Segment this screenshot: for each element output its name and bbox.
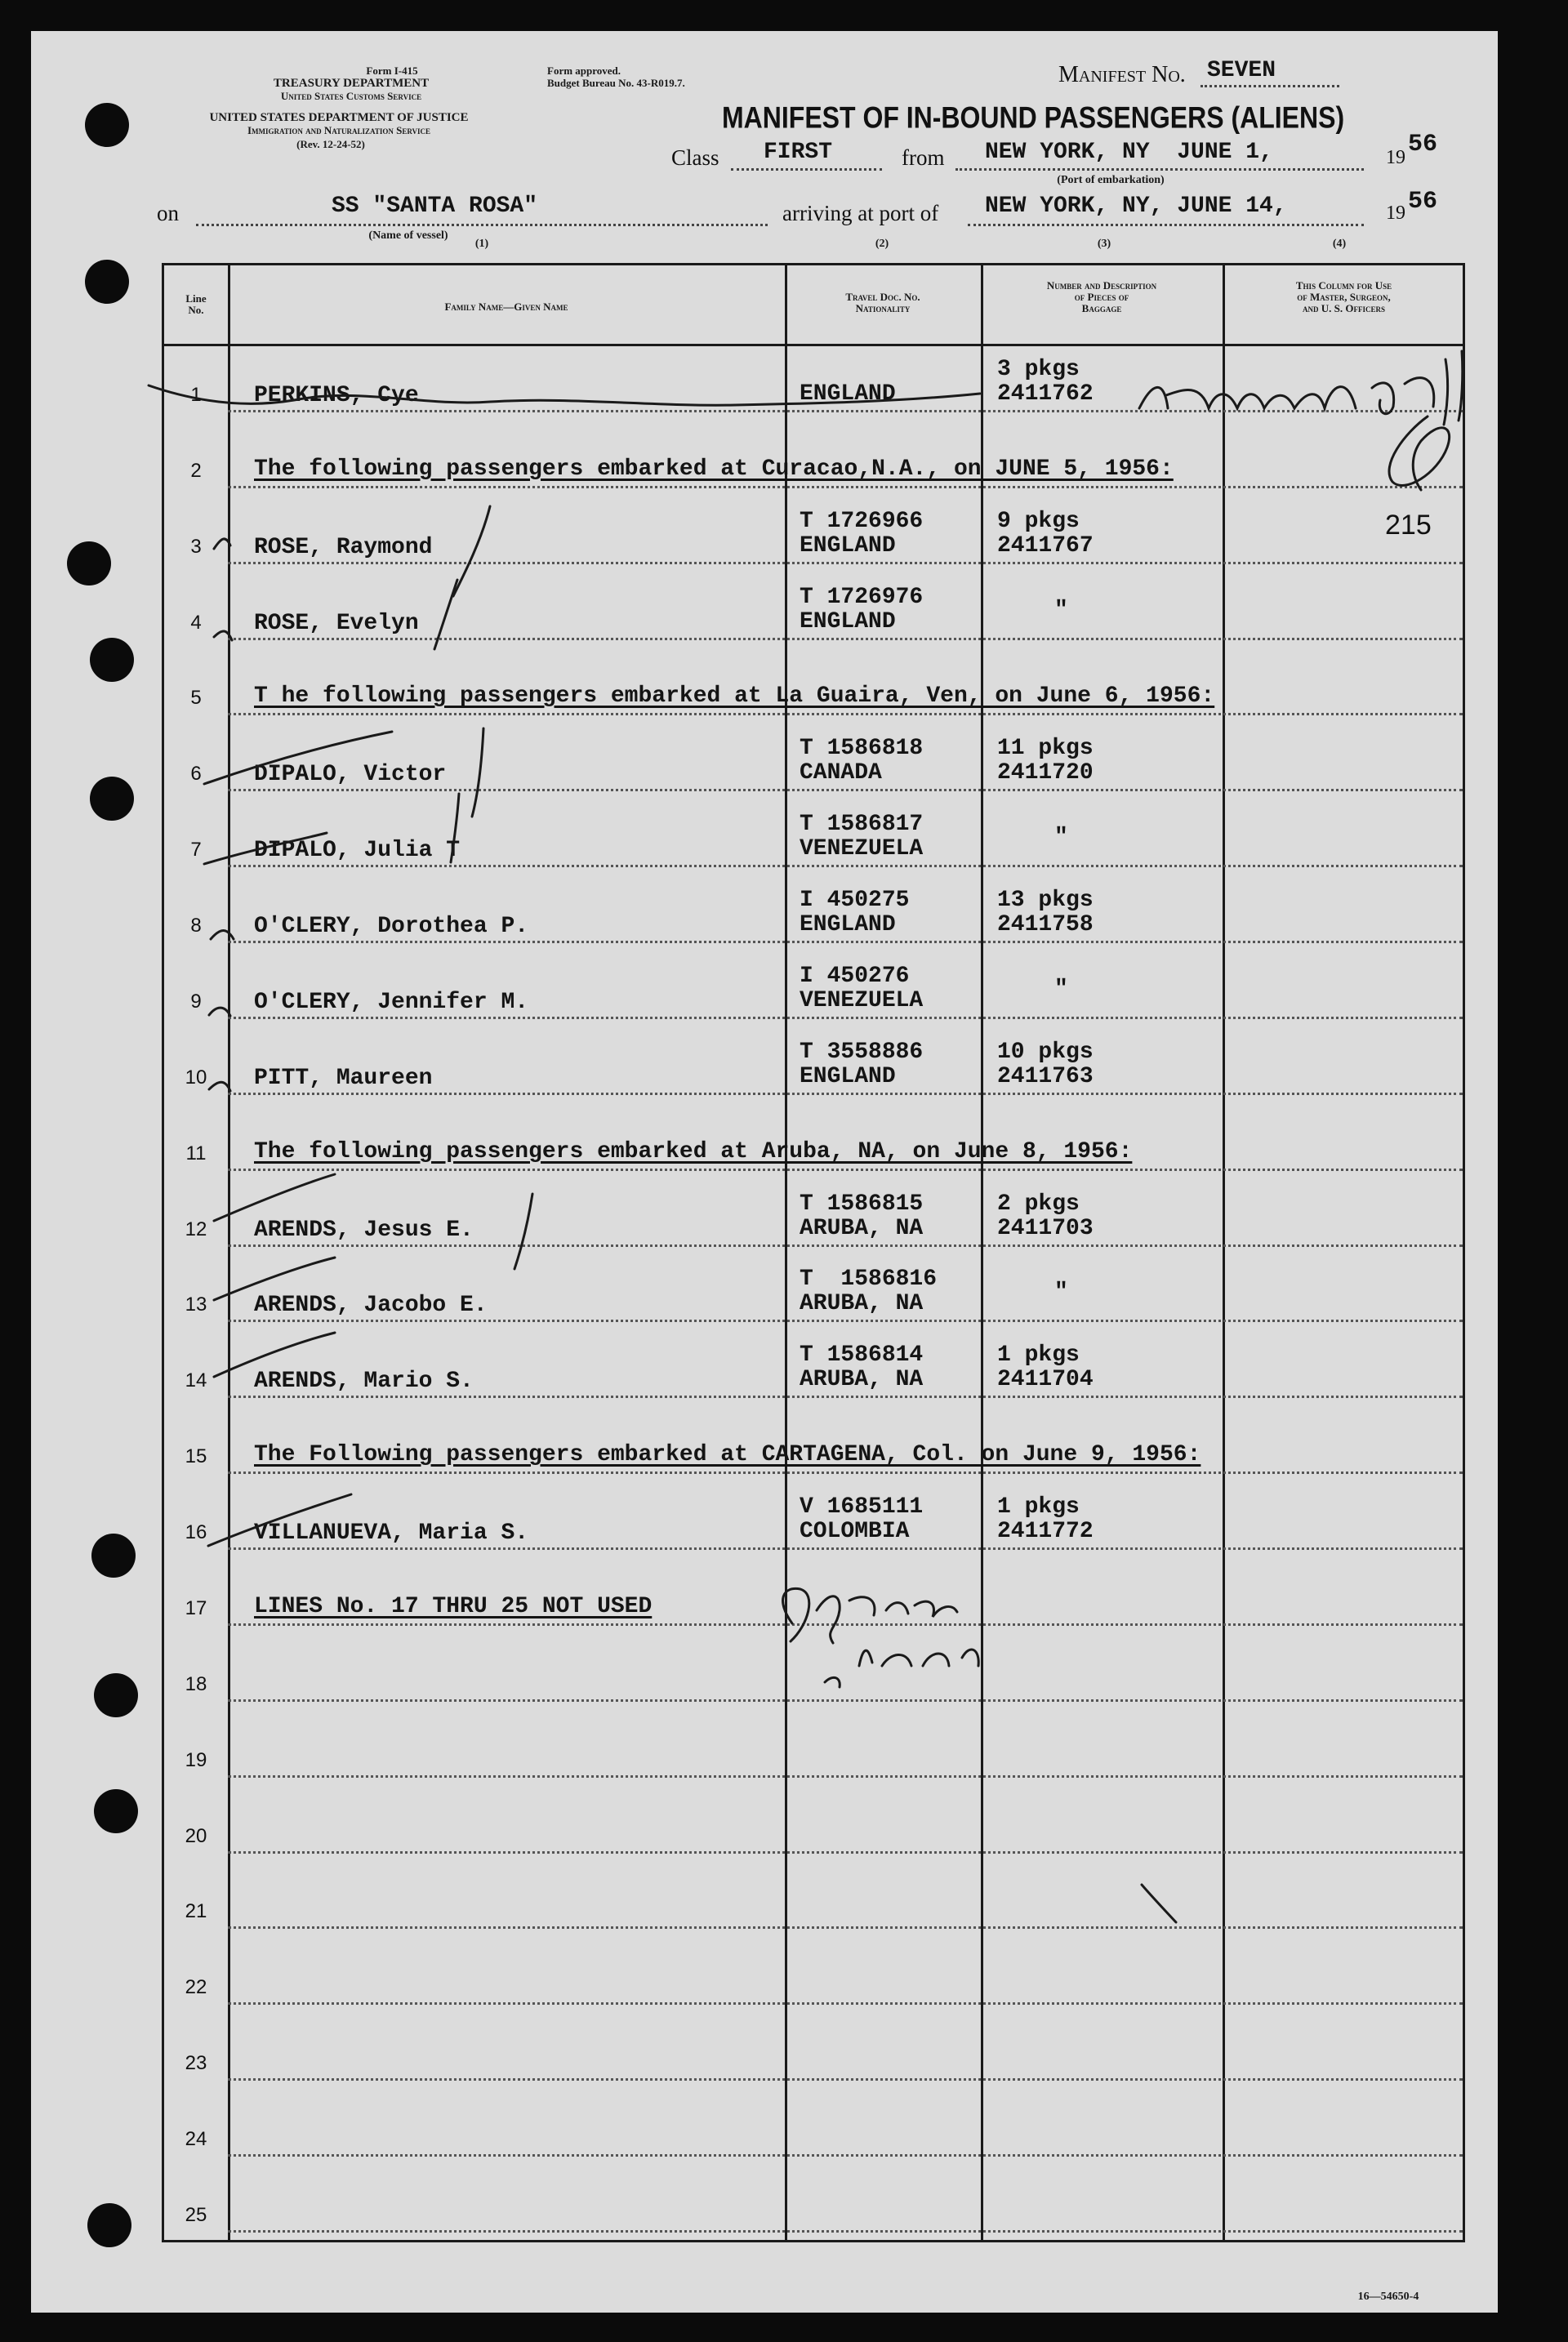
col4-label: (4)	[1332, 238, 1347, 250]
line-number: 10	[185, 1066, 207, 1089]
embarkation-note: The following passengers embarked at Aruba, NA, on June 8, 1956:	[254, 1138, 1133, 1164]
line-number: 12	[185, 1218, 207, 1240]
class-line	[731, 168, 882, 171]
nationality: VENEZUELA	[800, 836, 924, 862]
baggage-pieces: 9 pkgs	[997, 508, 1080, 534]
form-approved: Form approved.	[547, 65, 621, 77]
passenger-name: ARENDS, Jacobo E.	[254, 1293, 488, 1319]
nationality: ARUBA, NA	[800, 1291, 924, 1317]
nationality: COLOMBIA	[800, 1519, 910, 1545]
port-embarkation-caption: (Port of embarkation)	[1057, 174, 1165, 186]
header-divider	[164, 344, 1463, 346]
vessel-caption: (Name of vessel)	[368, 229, 448, 242]
header-name: Family Name—Given Name	[444, 301, 568, 313]
line-number: 6	[190, 763, 202, 786]
year-prefix-2: 19	[1386, 203, 1405, 224]
baggage-number: 2411762	[997, 381, 1094, 407]
line-number: 23	[185, 2052, 207, 2075]
line-number: 2	[190, 459, 202, 482]
vessel-name: SS "SANTA ROSA"	[332, 194, 538, 219]
arriving-value: NEW YORK, NY, JUNE 14,	[985, 194, 1287, 219]
row-baseline	[228, 1093, 1463, 1095]
row-baseline	[228, 1472, 1463, 1474]
class-label: Class	[671, 145, 719, 170]
travel-doc-number: T 3558886	[800, 1039, 924, 1065]
passenger-name: O'CLERY, Jennifer M.	[254, 989, 529, 1015]
baggage-pieces: 1 pkgs	[997, 1494, 1080, 1521]
baggage-pieces: "	[1054, 825, 1068, 851]
passenger-name: PERKINS, Cye	[254, 382, 419, 408]
line-number: 8	[190, 915, 202, 937]
nationality: VENEZUELA	[800, 987, 924, 1013]
budget-bureau: Budget Bureau No. 43-R019.7.	[547, 77, 685, 89]
passenger-name: ARENDS, Jesus E.	[254, 1217, 474, 1243]
baggage-pieces: "	[1054, 1280, 1068, 1306]
header-travel-doc: Travel Doc. No. Nationality	[845, 291, 920, 314]
travel-doc-number: T 1726966	[800, 508, 924, 534]
row-baseline	[228, 1244, 1463, 1247]
line-number: 1	[190, 383, 202, 406]
passenger-name: ARENDS, Mario S.	[254, 1369, 474, 1395]
row-baseline	[228, 865, 1463, 867]
row-baseline	[228, 1775, 1463, 1778]
punch-hole	[91, 1534, 136, 1578]
baggage-pieces: 1 pkgs	[997, 1342, 1080, 1369]
passenger-name: ROSE, Raymond	[254, 534, 433, 560]
arriving-line	[968, 224, 1364, 226]
baggage-pieces: "	[1054, 597, 1068, 623]
nationality: ENGLAND	[800, 1063, 896, 1089]
ins-service: Immigration and Naturalization Service	[247, 124, 431, 136]
year-value-1: 56	[1408, 131, 1438, 158]
punch-hole	[87, 2203, 131, 2247]
travel-doc-number: T 1726976	[800, 584, 924, 610]
punch-hole	[90, 638, 134, 682]
embarkation-note: LINES No. 17 THRU 25 NOT USED	[254, 1593, 653, 1619]
punch-hole	[85, 103, 129, 147]
form-number: Form I-415	[366, 65, 418, 77]
baggage-pieces: 10 pkgs	[997, 1039, 1094, 1065]
baggage-number: 2411703	[997, 1215, 1094, 1241]
nationality: ENGLAND	[800, 912, 896, 938]
baggage-number: 2411704	[997, 1367, 1094, 1393]
form-title: MANIFEST OF IN-BOUND PASSENGERS (ALIENS)	[722, 100, 1345, 135]
arriving-label: arriving at port of	[782, 201, 939, 225]
passenger-name: O'CLERY, Dorothea P.	[254, 914, 529, 940]
baggage-number: 2411758	[997, 912, 1094, 938]
embarkation-note: The Following passengers embarked at CARTAGENA, Col. on June 9, 1956:	[254, 1442, 1201, 1468]
row-baseline	[228, 562, 1463, 564]
baggage-pieces: 13 pkgs	[997, 888, 1094, 914]
baggage-pieces: 11 pkgs	[997, 736, 1094, 762]
stamp-number: 215	[1385, 510, 1432, 541]
baggage-number: 2411763	[997, 1063, 1094, 1089]
row-baseline	[228, 2154, 1463, 2157]
line-number: 4	[190, 611, 202, 634]
line-number: 18	[185, 1672, 207, 1695]
col1-label: (1)	[474, 238, 489, 250]
punch-hole	[85, 260, 129, 304]
line-number: 22	[185, 1976, 207, 1999]
line-number: 5	[190, 687, 202, 710]
punch-hole	[90, 777, 134, 821]
dept-justice: UNITED STATES DEPARTMENT OF JUSTICE	[209, 111, 469, 124]
travel-doc-number: T 1586814	[800, 1342, 924, 1369]
class-value: FIRST	[764, 140, 833, 165]
embarkation-note: The following passengers embarked at Curacao,N.A., on JUNE 5, 1956:	[254, 456, 1174, 482]
line-number: 11	[185, 1142, 207, 1164]
line-number: 24	[185, 2128, 207, 2151]
col2-label: (2)	[875, 238, 889, 250]
line-number: 19	[185, 1748, 207, 1771]
punch-hole	[94, 1673, 138, 1717]
from-line	[956, 168, 1364, 171]
header-line-no: Line No.	[185, 292, 207, 316]
passenger-name: ROSE, Evelyn	[254, 610, 419, 636]
line-number: 3	[190, 535, 202, 558]
manifest-no-label: Manifest No.	[1058, 62, 1186, 87]
line-number: 25	[185, 2204, 207, 2226]
year-prefix-1: 19	[1386, 147, 1405, 168]
travel-doc-number: I 450276	[800, 963, 910, 989]
row-baseline	[228, 1396, 1463, 1398]
customs-service: United States Customs Service	[280, 90, 422, 102]
manifest-no-line	[1200, 85, 1339, 87]
row-baseline	[228, 1623, 1463, 1626]
from-label: from	[902, 145, 945, 170]
row-baseline	[228, 1926, 1463, 1929]
nationality: ENGLAND	[800, 381, 896, 407]
baggage-pieces: "	[1054, 976, 1068, 1002]
passenger-name: DIPALO, Julia T	[254, 838, 461, 864]
passenger-table	[162, 263, 1465, 2242]
baggage-number: 2411767	[997, 532, 1094, 559]
on-label: on	[157, 201, 179, 225]
row-baseline	[228, 486, 1463, 488]
row-baseline	[228, 1851, 1463, 1854]
nationality: ENGLAND	[800, 608, 896, 634]
row-baseline	[228, 2002, 1463, 2005]
punch-hole	[67, 541, 111, 586]
year-value-2: 56	[1408, 188, 1438, 216]
manifest-no-value: SEVEN	[1207, 58, 1276, 83]
travel-doc-number: T 1586815	[800, 1191, 924, 1217]
embarkation-note: T he following passengers embarked at La Guaira, Ven, on June 6, 1956:	[254, 683, 1215, 710]
header-officers: This Column for Use of Master, Surgeon, and U. S. Officers	[1295, 279, 1392, 314]
line-number: 13	[185, 1293, 207, 1316]
col3-label: (3)	[1097, 238, 1111, 250]
line-number: 21	[185, 1900, 207, 1923]
row-baseline	[228, 2078, 1463, 2081]
row-baseline	[228, 789, 1463, 791]
baggage-pieces: 3 pkgs	[997, 356, 1080, 382]
baggage-number: 2411720	[997, 760, 1094, 786]
row-baseline	[228, 1169, 1463, 1171]
baggage-number: 2411772	[997, 1519, 1094, 1545]
line-number: 15	[185, 1445, 207, 1468]
travel-doc-number: V 1685111	[800, 1494, 924, 1521]
row-baseline	[228, 1699, 1463, 1702]
line-number: 7	[190, 839, 202, 862]
nationality: ENGLAND	[800, 532, 896, 559]
passenger-name: DIPALO, Victor	[254, 762, 447, 788]
row-baseline	[228, 638, 1463, 640]
header-baggage: Number and Description of Pieces of Baggage	[1046, 279, 1157, 314]
vessel-line	[196, 224, 768, 226]
travel-doc-number: I 450275	[800, 888, 910, 914]
from-value: NEW YORK, NY JUNE 1,	[985, 140, 1273, 165]
row-baseline	[228, 410, 1463, 412]
row-baseline	[228, 713, 1463, 715]
row-baseline	[228, 1547, 1463, 1550]
row-baseline	[228, 941, 1463, 943]
dept-treasury: TREASURY DEPARTMENT	[273, 77, 430, 90]
passenger-name: PITT, Maureen	[254, 1065, 433, 1091]
travel-doc-number: T 1586817	[800, 812, 924, 838]
row-baseline	[228, 1320, 1463, 1322]
line-number: 17	[185, 1596, 207, 1619]
nationality: ARUBA, NA	[800, 1367, 924, 1393]
line-number: 14	[185, 1369, 207, 1392]
passenger-name: VILLANUEVA, Maria S.	[254, 1521, 529, 1547]
line-number: 16	[185, 1521, 207, 1544]
line-number: 9	[190, 990, 202, 1013]
punch-hole	[94, 1789, 138, 1833]
nationality: CANADA	[800, 760, 882, 786]
form-revision: (Rev. 12-24-52)	[296, 138, 365, 150]
line-number: 20	[185, 1824, 207, 1847]
baggage-pieces: 2 pkgs	[997, 1191, 1080, 1217]
row-baseline	[228, 1017, 1463, 1019]
row-baseline	[228, 2230, 1463, 2233]
travel-doc-number: T 1586816	[800, 1267, 938, 1293]
travel-doc-number: T 1586818	[800, 736, 924, 762]
footer-code: 16—54650-4	[1357, 2291, 1419, 2303]
nationality: ARUBA, NA	[800, 1215, 924, 1241]
